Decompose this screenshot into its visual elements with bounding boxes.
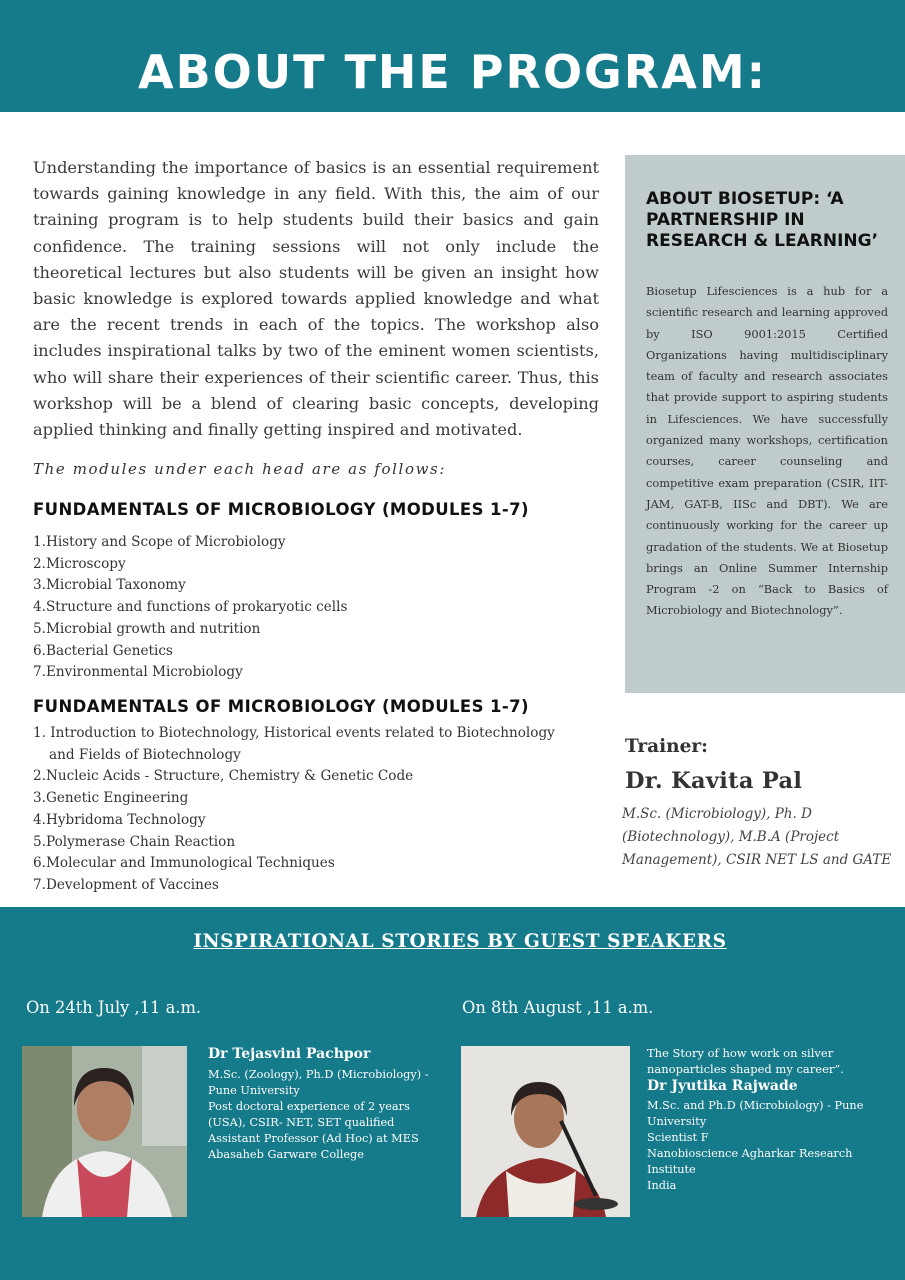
list-item: 3.Genetic Engineering	[33, 790, 189, 807]
speaker2-portrait-image	[461, 1046, 630, 1217]
guest-speakers-heading: INSPIRATIONAL STORIES BY GUEST SPEAKERS	[193, 931, 727, 952]
trainer-name: Dr. Kavita Pal	[625, 768, 803, 794]
section1-module-list	[33, 532, 347, 684]
list-item: Pune University	[208, 1084, 300, 1097]
list-item: 6.Bacterial Genetics	[33, 642, 173, 659]
list-item: Scientist F	[647, 1131, 709, 1144]
modules-intro: The modules under each head are as follows:	[33, 460, 446, 478]
list-item: (USA), CSIR- NET, SET qualified	[208, 1116, 395, 1129]
list-item: Institute	[647, 1163, 696, 1176]
guest-speakers-section	[0, 907, 905, 1280]
about-biosetup-title: ABOUT BIOSETUP: ‘A PARTNERSHIP IN RESEARCH & LEARNING’	[646, 189, 879, 251]
list-item: 1.History and Scope of Microbiology	[33, 534, 286, 550]
list-item: Nanobioscience Agharkar Research	[647, 1147, 853, 1160]
list-item: M.Sc. (Zoology), Ph.D (Microbiology) -	[208, 1068, 429, 1081]
speaker1-photo	[22, 1046, 187, 1217]
trainer-qualifications: M.Sc. (Microbiology), Ph. D (Biotechnology), M.B.A (Project Management), CSIR NET LS and GATE	[622, 806, 892, 868]
list-item: 4.Structure and functions of prokaryotic cells	[33, 599, 348, 616]
list-item: 1. Introduction to Biotechnology, Historical events related to Biotechnology and Fields of Biotechnology	[33, 725, 555, 763]
speaker2-date: On 8th August ,11 a.m.	[462, 998, 654, 1017]
page-title: ABOUT THE PROGRAM:	[137, 45, 767, 99]
list-item: Post doctoral experience of 2 years	[208, 1100, 410, 1113]
speaker2-quote: The Story of how work on silver nanoparticles shaped my career”.	[647, 1046, 844, 1076]
list-item: 6.Molecular and Immunological Techniques	[33, 855, 335, 872]
list-item: Abasaheb Garware College	[208, 1148, 364, 1161]
list-item: 2.Nucleic Acids - Structure, Chemistry & Genetic Code	[33, 768, 414, 785]
list-item: 7.Development of Vaccines	[33, 876, 219, 893]
speaker1-details	[208, 1067, 429, 1163]
list-item: 5.Polymerase Chain Reaction	[33, 833, 236, 850]
speaker1-portrait-image	[22, 1046, 187, 1217]
header-banner	[0, 0, 905, 112]
list-item: M.Sc. and Ph.D (Microbiology) - Pune	[647, 1099, 864, 1112]
speaker2-photo	[461, 1046, 630, 1217]
intro-paragraph: Understanding the importance of basics is an essential requirement towards gaining knowledge in any field. With this, the aim of our training program is to help students build their basics and gain confidence. The training sessions will not only include the theoretical lectures but also students will be given an insight how basic knowledge is explored towards applied knowledge and what are the recent trends in each of the topics. The workshop also includes inspirational talks by two of the eminent women scientists, who will share their experiences of their scientific career. Thus, this workshop will be a blend of clearing basic concepts, developing applied thinking and finally getting inspired and motivated.	[33, 158, 599, 440]
list-item: 4.Hybridoma Technology	[33, 811, 206, 828]
list-item: 3.Microbial Taxonomy	[33, 577, 186, 594]
list-item: University	[647, 1115, 707, 1128]
trainer-label: Trainer:	[625, 736, 708, 757]
speaker2-details	[647, 1098, 863, 1194]
list-item: 7.Environmental Microbiology	[33, 664, 243, 681]
list-item: Assistant Professor (Ad Hoc) at MES	[208, 1132, 419, 1145]
list-item: India	[647, 1179, 677, 1192]
section2-title: FUNDAMENTALS OF MICROBIOLOGY (MODULES 1-7)	[33, 697, 529, 716]
about-biosetup-panel	[625, 155, 905, 693]
speaker2-name: Dr Jyutika Rajwade	[647, 1078, 798, 1094]
list-item: 2.Microscopy	[33, 555, 126, 572]
section2-module-list	[33, 723, 563, 897]
about-biosetup-text: Biosetup Lifesciences is a hub for a scientific research and learning approved by ISO 9001:2015 Certified Organizations having multidisciplinary team of faculty and research associates that provide support to aspiring students in Lifesciences. We have successfully organized many workshops, certification courses, career counseling and competitive exam preparation (CSIR, IIT-JAM, GAT-B, IISc and DBT). We are continuously working for the career up gradation of the students. We at Biosetup brings an Online Summer Internship Program -2 on “Back to Basics of Microbiology and Biotechnology”.	[646, 284, 888, 618]
speaker1-date: On 24th July ,11 a.m.	[26, 998, 202, 1017]
section1-title: FUNDAMENTALS OF MICROBIOLOGY (MODULES 1-7)	[33, 500, 529, 519]
list-item: 5.Microbial growth and nutrition	[33, 620, 261, 637]
speaker1-name: Dr Tejasvini Pachpor	[208, 1046, 371, 1062]
